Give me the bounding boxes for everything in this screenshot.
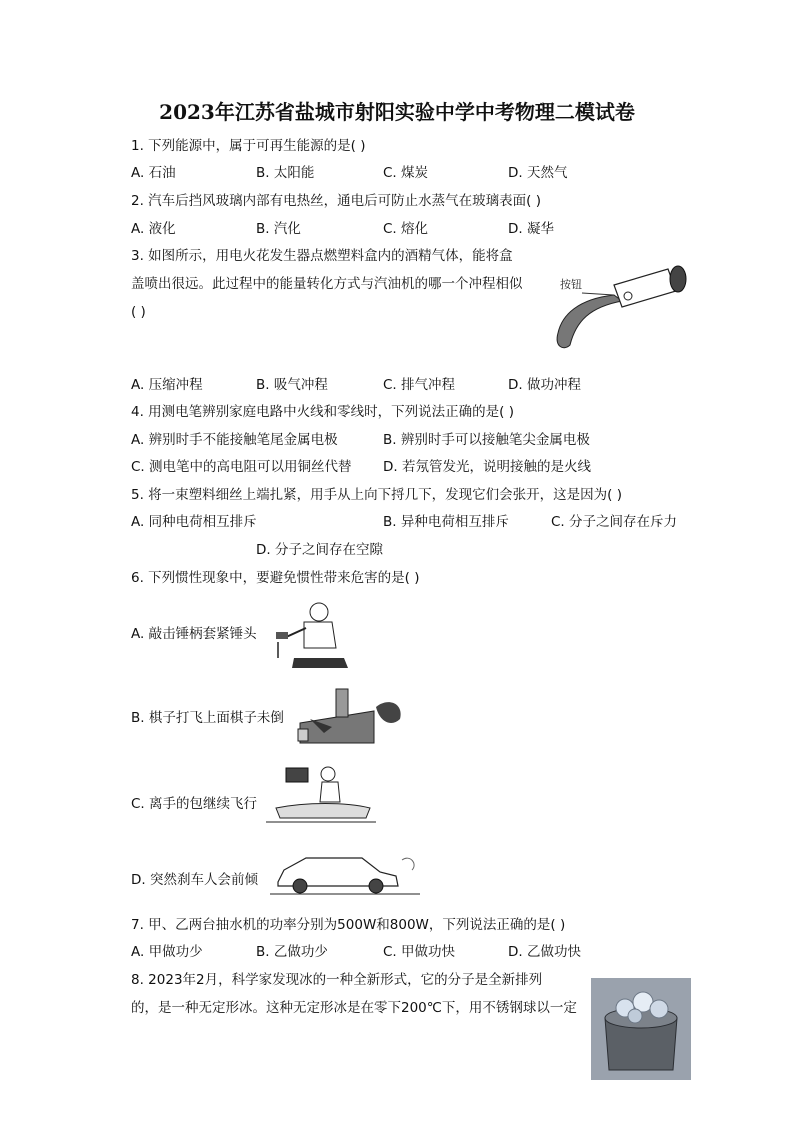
option-c[interactable]: C. 测电笔中的高电阻可以用铜丝代替 [131,459,352,475]
question-1-stem: 1. 下列能源中，属于可再生能源的是( ) [131,138,366,154]
option-b[interactable]: B. 吸气冲程 [256,377,328,393]
option-a[interactable]: A. 辨别时手不能接触笔尾金属电极 [131,432,338,448]
flying-bag-figure [266,762,378,832]
option-a[interactable]: A. 甲做功少 [131,944,203,960]
question-2-options [131,220,731,238]
question-1-options [131,164,731,182]
question-6-option-b[interactable]: B. 棋子打飞上面棋子未倒 [131,710,284,726]
option-d[interactable]: D. 做功冲程 [508,377,581,393]
page-title: 2023年江苏省盐城市射阳实验中学中考物理二模试卷 [159,100,635,124]
question-6-option-a[interactable]: A. 敲击锤柄套紧锤头 [131,626,257,642]
option-c[interactable]: C. 甲做功快 [383,944,456,960]
option-c[interactable]: C. 熔化 [383,221,429,237]
question-6-stem: 6. 下列惯性现象中，要避免惯性带来危害的是( ) [131,570,420,586]
question-5-options-row-2 [131,541,731,559]
question-8-stem-line-2: 的，是一种无定形冰。这种无定形冰是在零下200℃下，用不锈钢球以一定 [131,1000,577,1016]
question-7-stem: 7. 甲、乙两台抽水机的功率分别为500W和800W，下列说法正确的是( ) [131,917,566,933]
braking-car-figure [270,850,420,896]
option-b[interactable]: B. 异种电荷相互排斥 [383,514,509,530]
question-3-stem-line-3: ( ) [131,304,146,320]
question-6-option-c[interactable]: C. 离手的包继续飞行 [131,796,258,812]
spark-generator-figure [548,255,696,355]
question-2-stem: 2. 汽车后挡风玻璃内部有电热丝，通电后可防止水蒸气在玻璃表面( ) [131,193,541,209]
option-a[interactable]: A. 压缩冲程 [131,377,203,393]
option-b[interactable]: B. 汽化 [256,221,301,237]
option-c[interactable]: C. 排气冲程 [383,377,456,393]
amorphous-ice-photo [591,978,691,1080]
option-d[interactable]: D. 乙做功快 [508,944,581,960]
chess-pieces-figure [296,683,408,747]
question-4-options-row-1 [131,431,731,449]
question-4-stem: 4. 用测电笔辨别家庭电路中火线和零线时，下列说法正确的是( ) [131,404,514,420]
option-d[interactable]: D. 天然气 [508,165,568,181]
option-c[interactable]: C. 煤炭 [383,165,429,181]
option-d[interactable]: D. 分子之间存在空隙 [256,542,383,558]
option-c[interactable]: C. 分子之间存在斥力 [551,514,678,530]
option-a[interactable]: A. 液化 [131,221,176,237]
option-d[interactable]: D. 凝华 [508,221,554,237]
option-b[interactable]: B. 乙做功少 [256,944,328,960]
question-3-options [131,376,731,394]
question-5-stem: 5. 将一束塑料细丝上端扎紧，用手从上向下捋几下，发现它们会张开，这是因为( ) [131,487,622,503]
question-7-options [131,943,731,961]
hammer-figure [264,598,352,670]
option-a[interactable]: A. 石油 [131,165,176,181]
question-4-options-row-2 [131,458,731,476]
question-3-stem-line-1: 3. 如图所示，用电火花发生器点燃塑料盒内的酒精气体，能将盒 [131,248,513,264]
figure-label-button: 按钮 [560,278,582,291]
question-3-stem-line-2: 盖喷出很远。此过程中的能量转化方式与汽油机的哪一个冲程相似 [131,276,523,292]
option-a[interactable]: A. 同种电荷相互排斥 [131,514,257,530]
question-5-options-row-1 [131,513,731,531]
option-b[interactable]: B. 辨别时手可以接触笔尖金属电极 [383,432,590,448]
question-6-option-d[interactable]: D. 突然刹车人会前倾 [131,872,258,888]
question-8-stem-line-1: 8. 2023年2月，科学家发现冰的一种全新形式，它的分子是全新排列 [131,972,543,988]
option-d[interactable]: D. 若氖管发光，说明接触的是火线 [383,459,591,475]
option-b[interactable]: B. 太阳能 [256,165,315,181]
